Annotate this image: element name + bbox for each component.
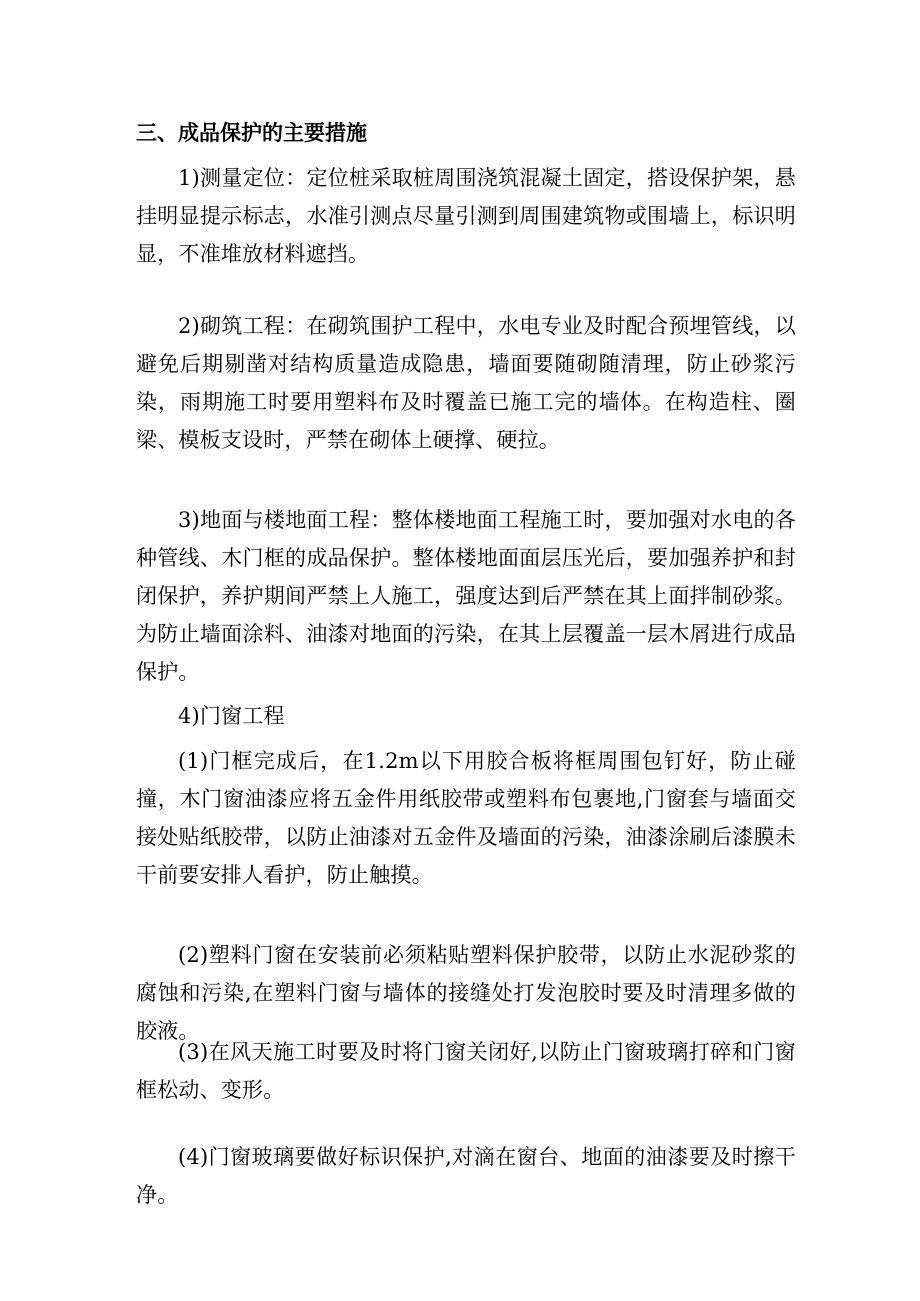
paragraph-door-frame-protection: (1)门框完成后，在1.2m以下用胶合板将框周围包钉好，防止碰撞，木门窗油漆应将五金件用纸胶带或塑料布包裹地,门窗套与墙面交接处贴纸胶带，以防止油漆对五金件及墙面的污染，油漆涂刷后漆膜未干前要安排人看护，防止触摸。 (136, 749, 796, 887)
paragraph-plastic-windows: (2)塑料门窗在安装前必须粘贴塑料保护胶带，以防止水泥砂浆的腐蚀和污染,在塑料门窗与墙体的接缝处打发泡胶时要及时清理多做的胶液。 (136, 943, 796, 1043)
paragraph-windy-weather: (3)在风天施工时要及时将门窗关闭好,以防止门窗玻璃打碎和门窗框松动、变形。 (136, 1040, 796, 1102)
paragraph-floor-works: 3)地面与楼地面工程：整体楼地面工程施工时，要加强对水电的各种管线、木门框的成品保护。整体楼地面面层压光后，要加强养护和封闭保护，养护期间严禁上人施工，强度达到后严禁在其上面拌制砂浆。为防止墙面涂料、油漆对地面的污染，在其上层覆盖一层木屑进行成品保护。 (136, 508, 796, 684)
paragraph-survey-positioning: 1)测量定位：定位桩采取桩周围浇筑混凝土固定，搭设保护架，悬挂明显提示标志，水准引测点尽量引测到周围建筑物或围墙上，标识明显，不准堆放材料遮挡。 (136, 166, 796, 266)
paragraph-glass-marking: (4)门窗玻璃要做好标识保护,对滴在窗台、地面的油漆要及时擦干净。 (136, 1145, 796, 1207)
paragraph-masonry-works: 2)砌筑工程：在砌筑围护工程中，水电专业及时配合预埋管线，以避免后期剔凿对结构质量造成隐患，墙面要随砌随清理，防止砂浆污染，雨期施工时要用塑料布及时覆盖已施工完的墙体。在构造柱、圈梁、模板支设时，严禁在砌体上硬撑、硬拉。 (136, 314, 796, 452)
paragraph-door-window-title: 4)门窗工程 (178, 704, 285, 728)
section-heading: 三、成品保护的主要措施 (136, 121, 367, 145)
